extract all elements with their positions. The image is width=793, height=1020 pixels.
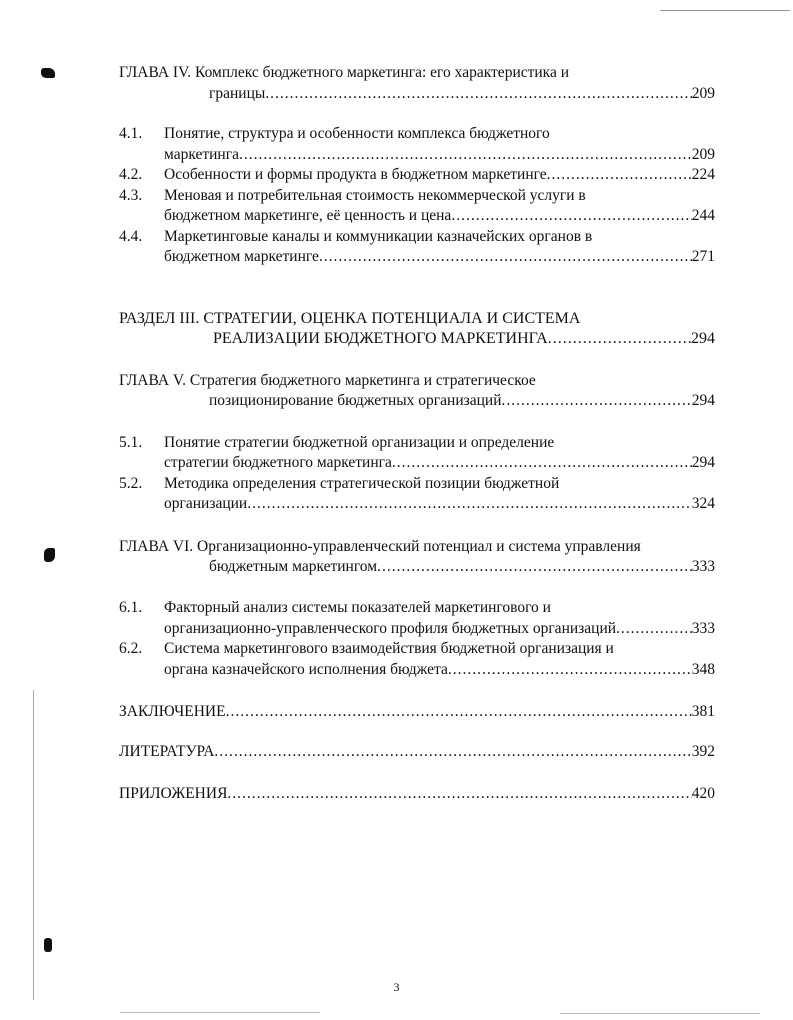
- toc-ch5-leader: [209, 391, 715, 411]
- toc-part3-page: 294: [691, 330, 715, 347]
- toc-s6-1-title-cont: организационно-управленческого профиля бюджетных организаций: [164, 620, 617, 637]
- toc-appendix-page: 420: [691, 785, 715, 802]
- toc-s5-2-title-cont: организации: [164, 495, 248, 512]
- dot-leader: [451, 206, 691, 226]
- toc-s4-1-title: Понятие, структура и особенности комплекса бюджетного: [164, 125, 550, 142]
- toc-s6-2-page: 348: [691, 661, 715, 678]
- toc-ch4-page: 209: [691, 85, 715, 102]
- toc-s4-2-leader: [164, 165, 715, 185]
- toc-ch5-title: ГЛАВА V. Стратегия бюджетного маркетинга и стратегическое: [119, 372, 536, 389]
- toc-literature-title: ЛИТЕРАТУРА: [119, 743, 215, 760]
- toc-s4-3-title-cont: бюджетном маркетинге, её ценность и цена: [164, 207, 452, 224]
- dot-leader: [502, 391, 692, 411]
- toc-appendix: [119, 784, 715, 804]
- toc-s5-2-page: 324: [691, 495, 715, 512]
- toc-ch6-title: ГЛАВА VI. Организационно-управленческий потенциал и система управления: [119, 538, 641, 555]
- toc-s4-3-title: Меновая и потребительная стоимость некоммерческой услуги в: [164, 187, 586, 204]
- toc-s6-2-title: Система маркетингового взаимодействия бюджетной организация и: [164, 640, 614, 657]
- toc-ch6-title-cont: бюджетным маркетингом: [209, 558, 378, 575]
- toc-appendix-title: ПРИЛОЖЕНИЯ: [119, 785, 228, 802]
- dot-leader: [392, 453, 692, 473]
- toc-s6-1-page: 333: [691, 620, 715, 637]
- toc-s4-4-page: 271: [691, 248, 715, 265]
- toc-s4-3-page: 244: [691, 207, 715, 224]
- toc-conclusion: [119, 702, 715, 722]
- toc-s5-1-page: 294: [691, 454, 715, 471]
- toc-conclusion-page: 381: [691, 703, 715, 720]
- dot-leader: [227, 784, 691, 804]
- page-number: 3: [393, 980, 400, 994]
- toc-s4-2-page: 224: [691, 166, 715, 183]
- toc-s6-1-title: Факторный анализ системы показателей маркетингового и: [164, 599, 551, 616]
- dot-leader: [448, 660, 692, 680]
- toc-part3-title: РАЗДЕЛ III. СТРАТЕГИИ, ОЦЕНКА ПОТЕНЦИАЛА И СИСТЕМА: [119, 310, 581, 327]
- scan-edge: [560, 1013, 760, 1014]
- toc-s5-1-title: Понятие стратегии бюджетной организации и определение: [164, 434, 555, 451]
- dot-leader: [226, 702, 692, 722]
- toc-ch4-title: ГЛАВА IV. Комплекс бюджетного маркетинга: его характеристика и: [119, 64, 570, 81]
- dot-leader: [616, 619, 692, 639]
- scan-mark: [44, 938, 52, 952]
- toc-s6-2-leader: [164, 660, 715, 680]
- toc-s5-1-leader: [164, 453, 715, 473]
- toc-s4-1-number: 4.1.: [119, 125, 143, 142]
- toc-s4-4-title-cont: бюджетном маркетинге: [164, 248, 319, 265]
- toc-part3-title-cont: РЕАЛИЗАЦИИ БЮДЖЕТНОГО МАРКЕТИНГА: [213, 330, 548, 347]
- dot-leader: [377, 557, 692, 577]
- toc-ch4-leader: [209, 84, 715, 104]
- toc-s5-2-number: 5.2.: [119, 475, 143, 492]
- toc-s4-4-leader: [164, 247, 715, 267]
- toc-s6-2-title-cont: органа казначейского исполнения бюджета: [164, 661, 448, 678]
- toc-s4-1-leader: [164, 145, 715, 165]
- toc-s4-4-title: Маркетинговые каналы и коммуникации казначейских органов в: [164, 228, 593, 245]
- dot-leader: [247, 494, 692, 514]
- toc-s6-1-leader: [164, 619, 715, 639]
- toc-ch6-page: 333: [691, 558, 715, 575]
- toc-s4-2-number: 4.2.: [119, 166, 143, 183]
- scan-edge: [33, 690, 34, 1000]
- toc-s5-2-leader: [164, 494, 715, 514]
- toc-conclusion-title: ЗАКЛЮЧЕНИЕ: [119, 703, 226, 720]
- toc-ch5-page: 294: [691, 392, 715, 409]
- dot-leader: [214, 742, 691, 762]
- toc-ch5-title-cont: позиционирование бюджетных организаций: [209, 392, 502, 409]
- scan-mark: [41, 68, 55, 78]
- toc-s6-2-number: 6.2.: [119, 640, 143, 657]
- toc-part3-leader: [213, 329, 715, 349]
- toc-s4-2-title: Особенности и формы продукта в бюджетном маркетинге: [164, 166, 547, 183]
- scan-edge: [660, 10, 790, 11]
- dot-leader: [319, 247, 692, 267]
- toc-s4-3-number: 4.3.: [119, 187, 143, 204]
- toc-s5-2-title: Методика определения стратегической позиции бюджетной: [164, 475, 560, 492]
- toc-s4-3-leader: [164, 206, 715, 226]
- toc-s5-1-title-cont: стратегии бюджетного маркетинга: [164, 454, 392, 471]
- scan-mark: [44, 548, 55, 562]
- toc-s5-1-number: 5.1.: [119, 434, 143, 451]
- dot-leader: [547, 165, 692, 185]
- toc-s6-1-number: 6.1.: [119, 599, 143, 616]
- toc-ch6-leader: [209, 557, 715, 577]
- scan-edge: [120, 1012, 320, 1013]
- dot-leader: [239, 145, 692, 165]
- toc-s4-1-title-cont: маркетинга: [164, 146, 239, 163]
- dot-leader: [548, 329, 691, 349]
- dot-leader: [265, 84, 691, 104]
- toc-literature: [119, 742, 715, 762]
- toc-literature-page: 392: [691, 743, 715, 760]
- toc-s4-1-page: 209: [691, 146, 715, 163]
- toc-ch4-title-cont: границы: [209, 85, 266, 102]
- toc-s4-4-number: 4.4.: [119, 228, 143, 245]
